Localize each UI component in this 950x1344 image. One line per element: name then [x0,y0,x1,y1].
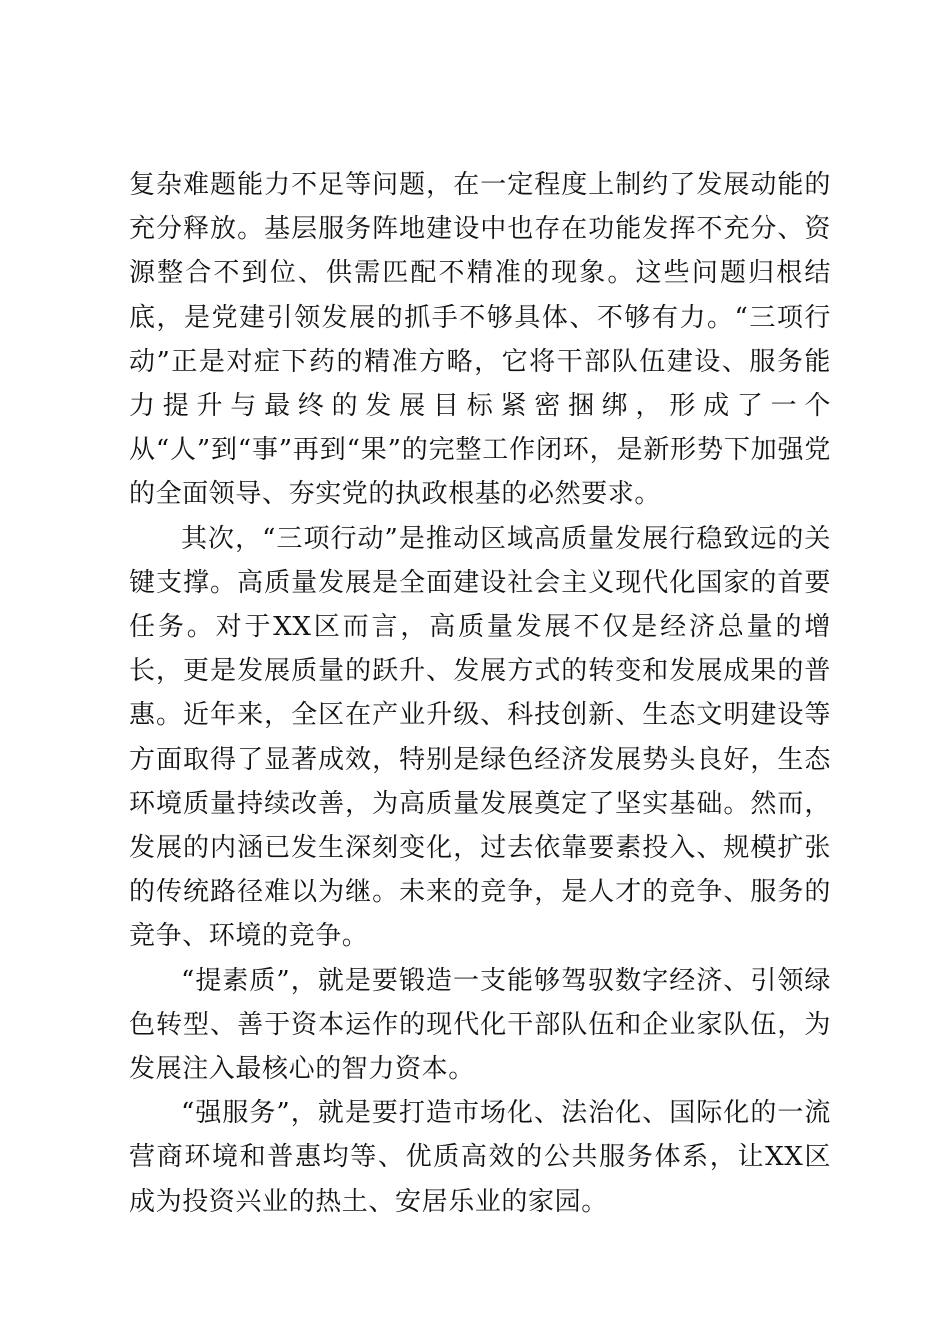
document-body [129,163,831,1224]
paragraph-second-point: 其次，“三项行动”是推动区域高质量发展行稳致远的关键支撑。高质量发展是全面建设社会主义现代化国家的首要任务。对于XX区而言，高质量发展不仅是经济总量的增长，更是发展质量的跃升、发展方式的转变和发展成果的普惠。近年来，全区在产业升级、科技创新、生态文明建设等方面取得了显著成效，特别是绿色经济发展势头良好，生态环境质量持续改善，为高质量发展奠定了坚实基础。然而，发展的内涵已发生深刻变化，过去依靠要素投入、规模扩张的传统路径难以为继。未来的竞争，是人才的竞争、服务的竞争、环境的竞争。 [129,523,831,952]
paragraph-improve-quality: “提素质”，就是要锻造一支能够驾驭数字经济、引领绿色转型、善于资本运作的现代化干部队伍和企业家队伍，为发展注入最核心的智力资本。 [129,965,831,1085]
paragraph-strengthen-service: “强服务”，就是要打造市场化、法治化、国际化的一流营商环境和普惠均等、优质高效的公共服务体系，让XX区成为投资兴业的热土、安居乐业的家园。 [129,1098,831,1217]
paragraph-continuation: 复杂难题能力不足等问题，在一定程度上制约了发展动能的充分释放。基层服务阵地建设中也存在功能发挥不充分、资源整合不到位、供需匹配不精准的现象。这些问题归根结底，是党建引领发展的抓手不够具体、不够有力。“三项行动”正是对症下药的精准方略，它将干部队伍建设、服务能力提升与最终的发展目标紧密捆绑，形成了一个从“人”到“事”再到“果”的完整工作闭环，是新形势下加强党的全面领导、夯实党的执政根基的必然要求。 [129,170,831,510]
